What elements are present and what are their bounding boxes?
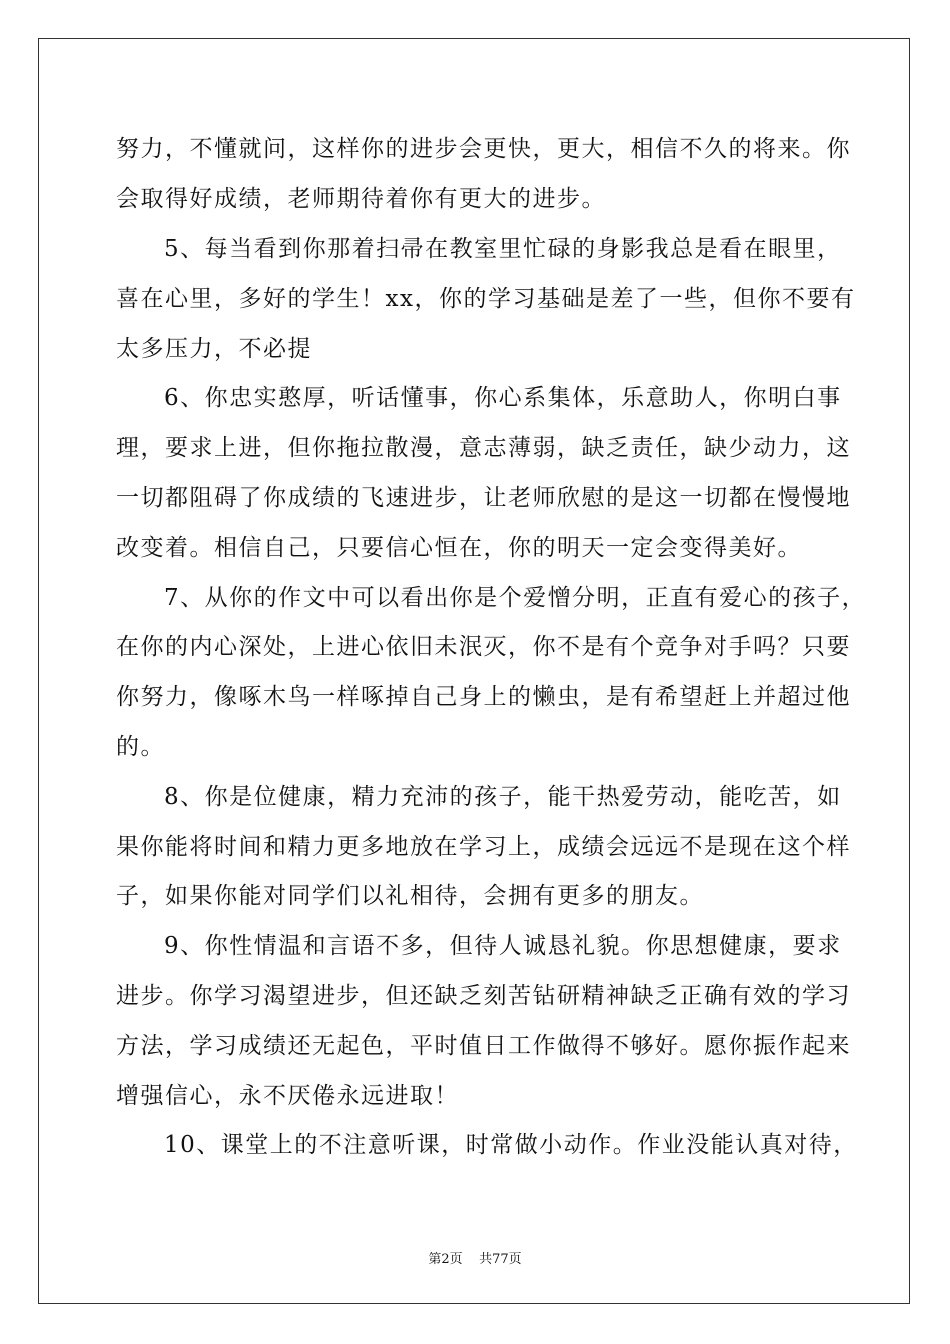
text-line: 进步。你学习渴望进步，但还缺乏刻苦钻研精神缺乏正确有效的学习 xyxy=(116,983,851,1009)
text-line: 子，如果你能对同学们以礼相待，会拥有更多的朋友。 xyxy=(116,883,704,909)
paragraph-first-line: 9、你性情温和言语不多，但待人诚恳礼貌。你思想健康，要求 xyxy=(164,933,842,959)
paragraph-first-line: 8、你是位健康，精力充沛的孩子，能干热爱劳动，能吃苦，如 xyxy=(164,784,842,810)
paragraph-first-line: 6、你忠实憨厚，听话懂事，你心系集体，乐意助人，你明白事 xyxy=(164,385,842,411)
paragraph-first-line: 10、课堂上的不注意听课，时常做小动作。作业没能认真对待， xyxy=(164,1132,858,1158)
text-line: 方法，学习成绩还无起色，平时值日工作做得不够好。愿你振作起来 xyxy=(116,1033,851,1059)
paragraph-first-line: 5、每当看到你那着扫帚在教室里忙碌的身影我总是看在眼里， xyxy=(164,236,842,262)
text-line: 增强信心，永不厌倦永远进取！ xyxy=(116,1083,459,1109)
text-line: 太多压力，不必提 xyxy=(116,336,312,362)
text-line: 理，要求上进，但你拖拉散漫，意志薄弱，缺乏责任，缺少动力，这 xyxy=(116,435,851,461)
text-line: 你努力，像啄木鸟一样啄掉自己身上的懒虫，是有希望赶上并超过他 xyxy=(116,684,851,710)
text-line: 果你能将时间和精力更多地放在学习上，成绩会远远不是现在这个样 xyxy=(116,834,851,860)
text-line: 一切都阻碍了你成绩的飞速进步，让老师欣慰的是这一切都在慢慢地 xyxy=(116,485,851,511)
page-footer xyxy=(0,1248,950,1267)
text-line: 努力，不懂就问，这样你的进步会更快，更大，相信不久的将来。你 xyxy=(116,136,851,162)
text-line: 喜在心里，多好的学生！xx，你的学习基础是差了一些，但你不要有 xyxy=(116,286,856,312)
page-total: 共77页 xyxy=(479,1252,522,1267)
text-line: 的。 xyxy=(116,734,165,760)
text-line: 在你的内心深处，上进心依旧未泯灭，你不是有个竞争对手吗？只要 xyxy=(116,634,851,660)
page-number: 第2页 xyxy=(428,1252,463,1267)
paragraph-first-line: 7、从你的作文中可以看出你是个爱憎分明，正直有爱心的孩子， xyxy=(164,585,867,611)
text-line: 改变着。相信自己，只要信心恒在，你的明天一定会变得美好。 xyxy=(116,535,802,561)
text-line: 会取得好成绩，老师期待着你有更大的进步。 xyxy=(116,186,606,212)
page-border xyxy=(38,38,910,1304)
